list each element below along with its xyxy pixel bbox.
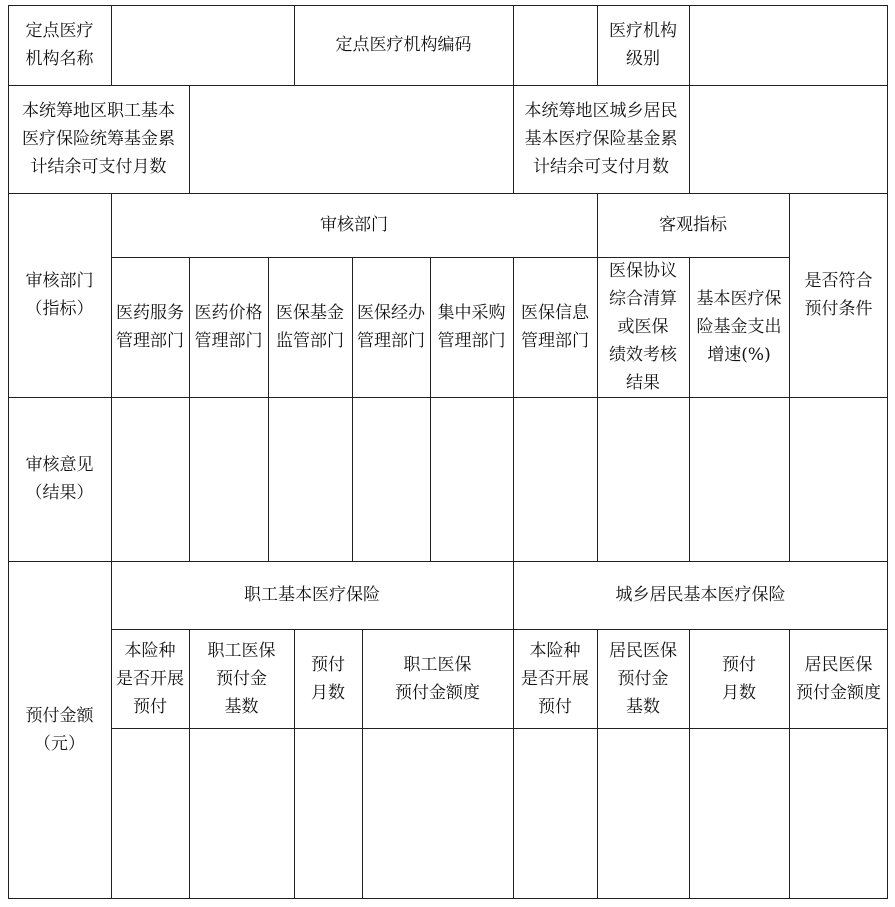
institution-code-label: 定点医疗机构编码 [335,35,472,55]
grid-line [689,5,690,85]
grid-line [352,257,353,561]
grid-line [268,257,269,561]
objective-agreement-result: 医保协议 综合清算 或医保 绩效考核 结果 [609,261,677,393]
institution-name-label: 定点医疗 机构名称 [25,21,94,69]
grid-line [8,5,9,898]
prepay-value-cell[interactable] [689,728,789,898]
prepay-value-cell[interactable] [111,728,189,898]
eligibility-label: 是否符合 预付条件 [804,271,873,319]
grid-line [8,85,888,86]
dept-central-procurement: 集中采购 管理部门 [437,303,506,351]
opinion-cell[interactable] [268,397,352,561]
prepayment-amount-row-label: 预付金额 （元） [25,705,94,754]
resident-fund-months-label: 本统筹地区城乡居民 基本医疗保险基金累 计结余可支付月数 [524,101,678,177]
employee-prepay-enabled-header: 本险种 是否开展 预付 [116,640,184,717]
opinion-cell[interactable] [513,397,597,561]
dept-fund-supervision: 医保基金 监管部门 [276,303,344,351]
grid-line [513,85,514,193]
grid-line [189,85,190,193]
dept-insurance-information: 医保信息 管理部门 [521,303,589,351]
opinion-cell[interactable] [689,397,789,561]
objective-indicators-group-header: 客观指标 [659,215,727,235]
review-department-row-label: 审核部门 （指标） [25,271,94,319]
resident-prepay-base-header: 居民医保 预付金 基数 [609,640,677,717]
resident-prepay-enabled-header: 本险种 是否开展 预付 [521,640,589,717]
resident-prepay-months-header: 预付 月数 [722,654,756,703]
employee-insurance-group-header: 职工基本医疗保险 [244,585,380,605]
review-opinion-row-label: 审核意见 （结果） [25,455,94,503]
prepay-value-cell[interactable] [362,728,513,898]
employee-prepay-quota-header: 职工医保 预付金额度 [395,654,480,703]
review-departments-group-header: 审核部门 [320,215,388,235]
opinion-cell[interactable] [111,397,189,561]
grid-line [597,193,598,561]
resident-fund-months-value[interactable] [689,85,888,193]
institution-code-value[interactable] [513,5,597,85]
dept-pharma-price: 医药价格 管理部门 [194,303,263,351]
dept-insurance-handling: 医保经办 管理部门 [357,303,425,351]
employee-prepay-base-header: 职工医保 预付金 基数 [207,640,276,717]
grid-line [111,728,888,729]
opinion-cell[interactable] [352,397,430,561]
grid-line [111,5,112,85]
grid-line [362,629,363,898]
grid-line [689,257,690,561]
institution-name-value[interactable] [111,5,294,85]
grid-line [8,5,888,6]
opinion-cell[interactable] [597,397,689,561]
grid-line [513,257,514,561]
prepay-value-cell[interactable] [597,728,689,898]
grid-line [887,5,888,899]
dept-pharma-service: 医药服务 管理部门 [116,303,184,351]
employee-prepay-months-header: 预付 月数 [311,654,345,703]
institution-level-label: 医疗机构 级别 [609,21,677,69]
grid-line [111,257,789,258]
prepay-value-cell[interactable] [189,728,294,898]
grid-line [8,397,888,398]
grid-line [8,898,888,899]
grid-line [8,561,888,562]
prepay-value-cell[interactable] [294,728,362,898]
grid-line [294,5,295,85]
opinion-cell[interactable] [789,397,888,561]
institution-level-value[interactable] [689,5,888,85]
resident-insurance-group-header: 城乡居民基本医疗保险 [615,585,786,605]
grid-line [189,257,190,561]
grid-line [294,629,295,898]
objective-fund-growth-rate: 基本医疗保 险基金支出 增速(%) [696,289,782,365]
grid-line [513,5,514,85]
grid-line [789,629,790,898]
grid-line [513,561,514,898]
grid-line [111,629,888,630]
opinion-cell[interactable] [430,397,513,561]
grid-line [689,85,690,193]
grid-line [111,193,112,898]
employee-fund-months-label: 本统筹地区职工基本 医疗保险统筹基金累 计结余可支付月数 [22,101,175,177]
grid-line [597,629,598,898]
grid-line [189,629,190,898]
grid-line [8,193,888,194]
prepay-value-cell[interactable] [513,728,597,898]
employee-fund-months-value[interactable] [189,85,513,193]
prepay-value-cell[interactable] [789,728,888,898]
grid-line [597,5,598,85]
grid-line [789,193,790,561]
grid-line [689,629,690,898]
grid-line [430,257,431,561]
resident-prepay-quota-header: 居民医保 预付金额度 [796,654,881,703]
opinion-cell[interactable] [189,397,268,561]
